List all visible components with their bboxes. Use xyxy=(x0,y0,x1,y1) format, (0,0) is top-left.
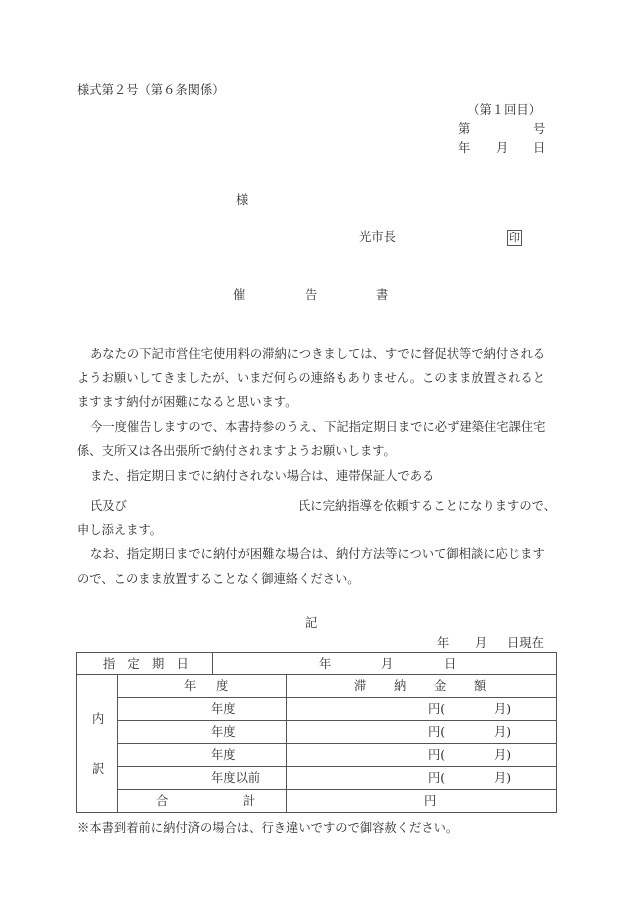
amount-cell xyxy=(287,744,557,767)
due-date-value-cell xyxy=(213,653,557,675)
amount-header: 滞納金額 xyxy=(354,679,514,693)
body-line: 氏及び xyxy=(90,499,127,513)
issue-count: （第１回目） xyxy=(467,103,541,117)
title-char: 告 xyxy=(305,288,318,302)
row-months: 月) xyxy=(494,771,512,785)
sender-title: 光市長 xyxy=(359,230,396,244)
body-line: 申し添えます。 xyxy=(77,523,163,537)
issue-date-day: 日 xyxy=(533,141,546,155)
total-row xyxy=(77,790,557,813)
table-row xyxy=(77,744,557,767)
table-row xyxy=(77,721,557,744)
body-line: また、指定期日までに納付されない場合は、連帯保証人である xyxy=(90,469,435,483)
notes-heading: 記 xyxy=(305,616,318,630)
breakdown-label-cell xyxy=(77,675,118,813)
arrears-table xyxy=(76,652,557,813)
row-yen: 円( xyxy=(428,725,446,739)
body-line: ようお願いしてきましたが、いまだ何らの連絡もありません。このまま放置されると xyxy=(77,371,546,385)
due-date-day: 日 xyxy=(444,656,457,671)
row-year: 年度以前 xyxy=(211,771,261,785)
breakdown-label-char: 訳 xyxy=(92,762,105,776)
seal-mark: 印 xyxy=(509,231,520,244)
doc-number-suffix: 号 xyxy=(533,122,546,136)
header-row xyxy=(77,675,557,698)
body-line-after-blank: 氏に完納指導を依頼することになりますので、 xyxy=(298,499,556,513)
due-date-label-cell xyxy=(77,653,213,675)
row-months: 月) xyxy=(494,748,512,762)
row-yen: 円( xyxy=(428,702,446,716)
issue-date-month: 月 xyxy=(496,141,509,155)
footnote: ※本書到着前に納付済の場合は、行き違いですので御容赦ください。 xyxy=(77,821,459,835)
total-label-left: 合 xyxy=(156,794,169,808)
due-date-year: 年 xyxy=(319,656,332,671)
as-of-year: 年 xyxy=(437,636,450,650)
form-number: 様式第２号（第６条関係） xyxy=(77,83,225,97)
year-cell xyxy=(118,721,287,744)
year-cell xyxy=(118,698,287,721)
recipient-honorific: 様 xyxy=(236,193,249,207)
doc-number-prefix: 第 xyxy=(458,122,471,136)
body-line: ますます納付が困難になると思います。 xyxy=(77,395,298,409)
total-label-right: 計 xyxy=(243,794,256,808)
title-char: 書 xyxy=(376,288,389,302)
row-months: 月) xyxy=(494,702,512,716)
fiscal-year-header: 年度 xyxy=(184,679,248,693)
year-cell xyxy=(118,744,287,767)
row-year: 年度 xyxy=(211,702,236,716)
row-year: 年度 xyxy=(211,748,236,762)
amount-header-cell xyxy=(287,675,557,698)
due-date-row xyxy=(77,653,557,675)
amount-cell xyxy=(287,698,557,721)
total-yen: 円 xyxy=(424,794,437,808)
row-months: 月) xyxy=(494,725,512,739)
row-year: 年度 xyxy=(211,725,236,739)
total-amount-cell xyxy=(287,790,557,813)
title-char: 催 xyxy=(233,288,246,302)
row-yen: 円( xyxy=(428,748,446,762)
body-line: なお、指定期日までに納付が困難な場合は、納付方法等について御相談に応じます xyxy=(90,547,545,561)
body-line: 今一度催告しますので、本書持参のうえ、下記指定期日までに必ず建築住宅課住宅 xyxy=(90,420,546,434)
due-date-month: 月 xyxy=(381,656,394,671)
as-of-day: 日現在 xyxy=(507,636,544,650)
as-of-month: 月 xyxy=(475,636,488,650)
body-line: 係、支所又は各出張所で納付されますようお願いします。 xyxy=(77,444,396,458)
issue-date-year: 年 xyxy=(458,141,471,155)
breakdown-label-char: 内 xyxy=(92,712,105,726)
table-row xyxy=(77,767,557,790)
amount-cell xyxy=(287,767,557,790)
row-yen: 円( xyxy=(428,771,446,785)
amount-cell xyxy=(287,721,557,744)
fiscal-year-header-cell xyxy=(118,675,287,698)
due-date-label: 指定期日 xyxy=(103,656,201,671)
year-cell xyxy=(118,767,287,790)
total-label-cell xyxy=(118,790,287,813)
body-line: ので、このまま放置することなく御連絡ください。 xyxy=(77,572,360,586)
body-line: あなたの下記市営住宅使用料の滞納につきましては、すでに督促状等で納付される xyxy=(90,347,546,361)
table-row xyxy=(77,698,557,721)
